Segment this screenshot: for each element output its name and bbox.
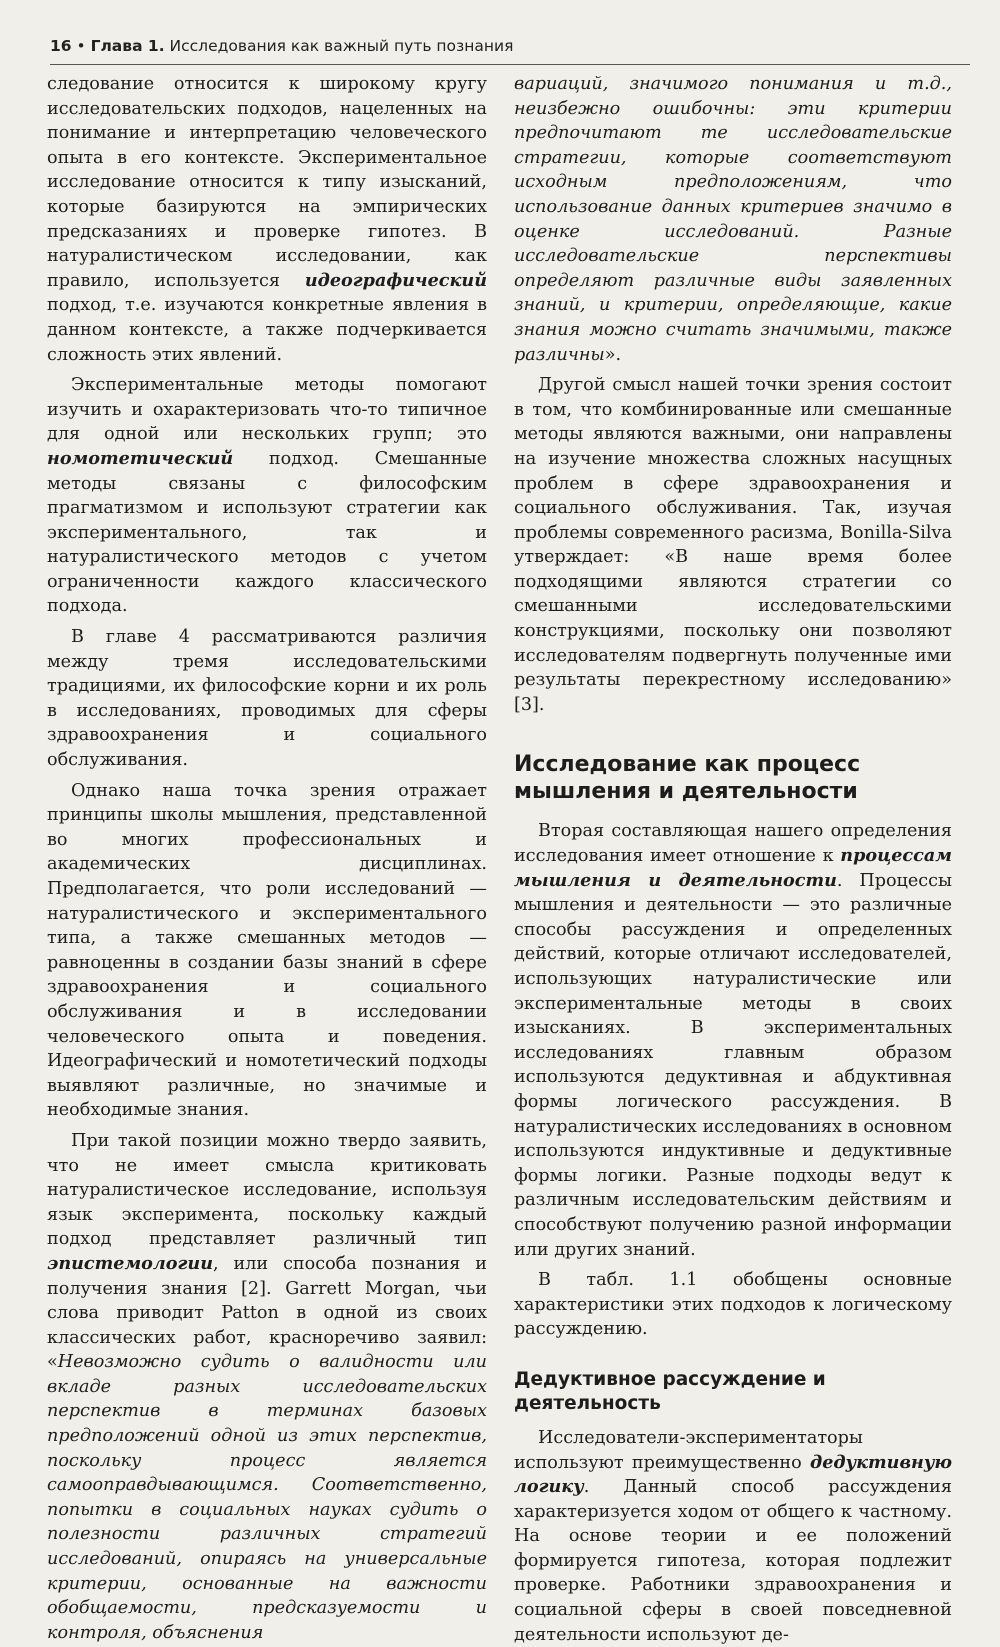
key-term: эпистемологии — [47, 1252, 214, 1274]
quote: Невозможно судить о валидности или вкладе разных исследовательских перспектив в терминах базовых предположений одной из этих перспектив, поскольку процесс является самооправдывающимся. Соответственно, попытки в социальных науках судить о полезности различных стратегий исследований, опираясь на универсальные критерии, основанные на важности обобщаемости, предсказуемости и контроля, объяснения — [47, 1352, 487, 1643]
key-term: идеографический — [304, 269, 487, 291]
right-column — [514, 72, 952, 1647]
key-term: дедуктивную логику — [514, 1451, 952, 1498]
paragraph: Исследователи-экспериментаторы используют преимущественно дедуктивную логику. Данный способ рассуждения характеризуется ходом от общего к частному. На основе теории и ее положений формируется гипотеза, которая подлежит проверке. Работники здравоохранения и социальной сферы в своей повседневной деятельности используют де- — [514, 1427, 952, 1645]
running-head — [50, 37, 970, 55]
paragraph: В табл. 1.1 обобщены основные характеристики этих подходов к логическому рассуждению. — [514, 1270, 952, 1340]
page-number: 16 — [50, 37, 72, 55]
paragraph: Экспериментальные методы помогают изучить и охарактеризовать что-то типичное для одной или нескольких групп; это номотетический подход. Смешанные методы связаны с философским прагматизмом и используют стратегии как экспериментального, так и натуралистического методов с учетом ограниченности каждого классического подхода. — [47, 375, 487, 617]
paragraph: Другой смысл нашей точки зрения состоит в том, что комбинированные или смешанные методы являются важными, они направлены на изучение множества сложных насущных проблем в сфере здравоохранения и социального обслуживания. Так, изучая проблемы современного расизма, Bonilla-Silva утверждает: «В наше время более подходящими являются стратегии со смешанными исследовательскими конструкциями, поскольку они позволяют исследователям подвергнуть полученные ими результаты перекрестному исследованию» [3]. — [514, 375, 952, 715]
header-separator: • — [71, 37, 91, 55]
chapter-title: Исследования как важный путь познания — [164, 37, 514, 55]
paragraph: Однако наша точка зрения отражает принципы школы мышления, представленной во многих профессиональных и академических дисциплинах. Предполагается, что роли исследований — натуралистического и экспериментального типа, а также смешанных методов — равноценны в создании базы знаний в сфере здравоохранения и социального обслуживания и в исследовании человеческого опыта и поведения. Идеографический и номотетический подходы выявляют различные, но значимые и необходимые знания. — [47, 780, 487, 1121]
header-rule — [50, 64, 970, 65]
paragraph: Вторая составляющая нашего определения исследования имеет отношение к процессам мышления и деятельности. Процессы мышления и деятельности — это различные способы рассуждения и определенных действий, которые отличают исследователей, использующих натуралистические или экспериментальные методы в своих изысканиях. В экспериментальных исследованиях главным образом используются дедуктивная и абдуктивная формы логического рассуждения. В натуралистических исследованиях в основном используются индуктивные и дедуктивные формы логики. Разные подходы ведут к различным исследовательским действиям и способствуют получению разной информации или других знаний. — [514, 821, 952, 1260]
paragraph: вариаций, значимого понимания и т.д., неизбежно ошибочны: эти критерии предпочитают те исследовательские стратегии, которые соответствуют исходным предположениям, что использование данных критериев значимо в оценке исследований. Разные исследовательские перспективы определяют различные виды заявленных знаний, и критерии, определяющие, какие знания можно считать значимыми, также различны». — [514, 74, 952, 365]
subsection-heading: Дедуктивное рассуждение и деятельность — [514, 1368, 826, 1414]
quote-continuation: вариаций, значимого понимания и т.д., неизбежно ошибочны: эти критерии предпочитают те исследовательские стратегии, которые соответствуют исходным предположениям, что использование данных критериев значимо в оценке исследований. Разные исследовательские перспективы определяют различные виды заявленных знаний, и критерии, определяющие, какие знания можно считать значимыми, также различны — [514, 74, 952, 365]
left-column — [47, 72, 487, 1645]
paragraph: В главе 4 рассматриваются различия между тремя исследовательскими традициями, их философские корни и их роль в исследованиях, проводимых для сферы здравоохранения и социального обслуживания. — [47, 627, 487, 771]
section-heading: Исследование как процесс мышления и деятельности — [514, 752, 861, 805]
key-term: номотетический — [47, 447, 234, 469]
paragraph: При такой позиции можно твердо заявить, что не имеет смысла критиковать натуралистическое исследование, используя язык эксперимента, поскольку каждый подход представляет различный тип эпистемологии, или способа познания и получения знания [2]. Garrett Morgan, чьи слова приводит Patton в одной из своих классических работ, красноречиво заявил: «Невозможно судить о валидности или вкладе разных исследовательских перспектив в терминах базовых предположений одной из этих перспектив, поскольку процесс является самооправдывающимся. Соответственно, попытки в социальных науках судить о полезности различных стратегий исследований, опираясь на универсальные критерии, основанные на важности обобщаемости, предсказуемости и контроля, объяснения — [47, 1130, 487, 1643]
paragraph: следование относится к широкому кругу исследовательских подходов, нацеленных на понимание и интерпретацию человеческого опыта в его контексте. Экспериментальное исследование относится к типу изысканий, которые базируются на эмпирических предсказаниях и проверке гипотез. В натуралистическом исследовании, как правило, используется идеографический подход, т.е. изучаются конкретные явления в данном контексте, а также подчеркивается сложность этих явлений. — [47, 74, 487, 365]
chapter-label: Глава 1. — [90, 37, 165, 55]
key-term: процессам мышления и деятельности — [514, 845, 952, 891]
